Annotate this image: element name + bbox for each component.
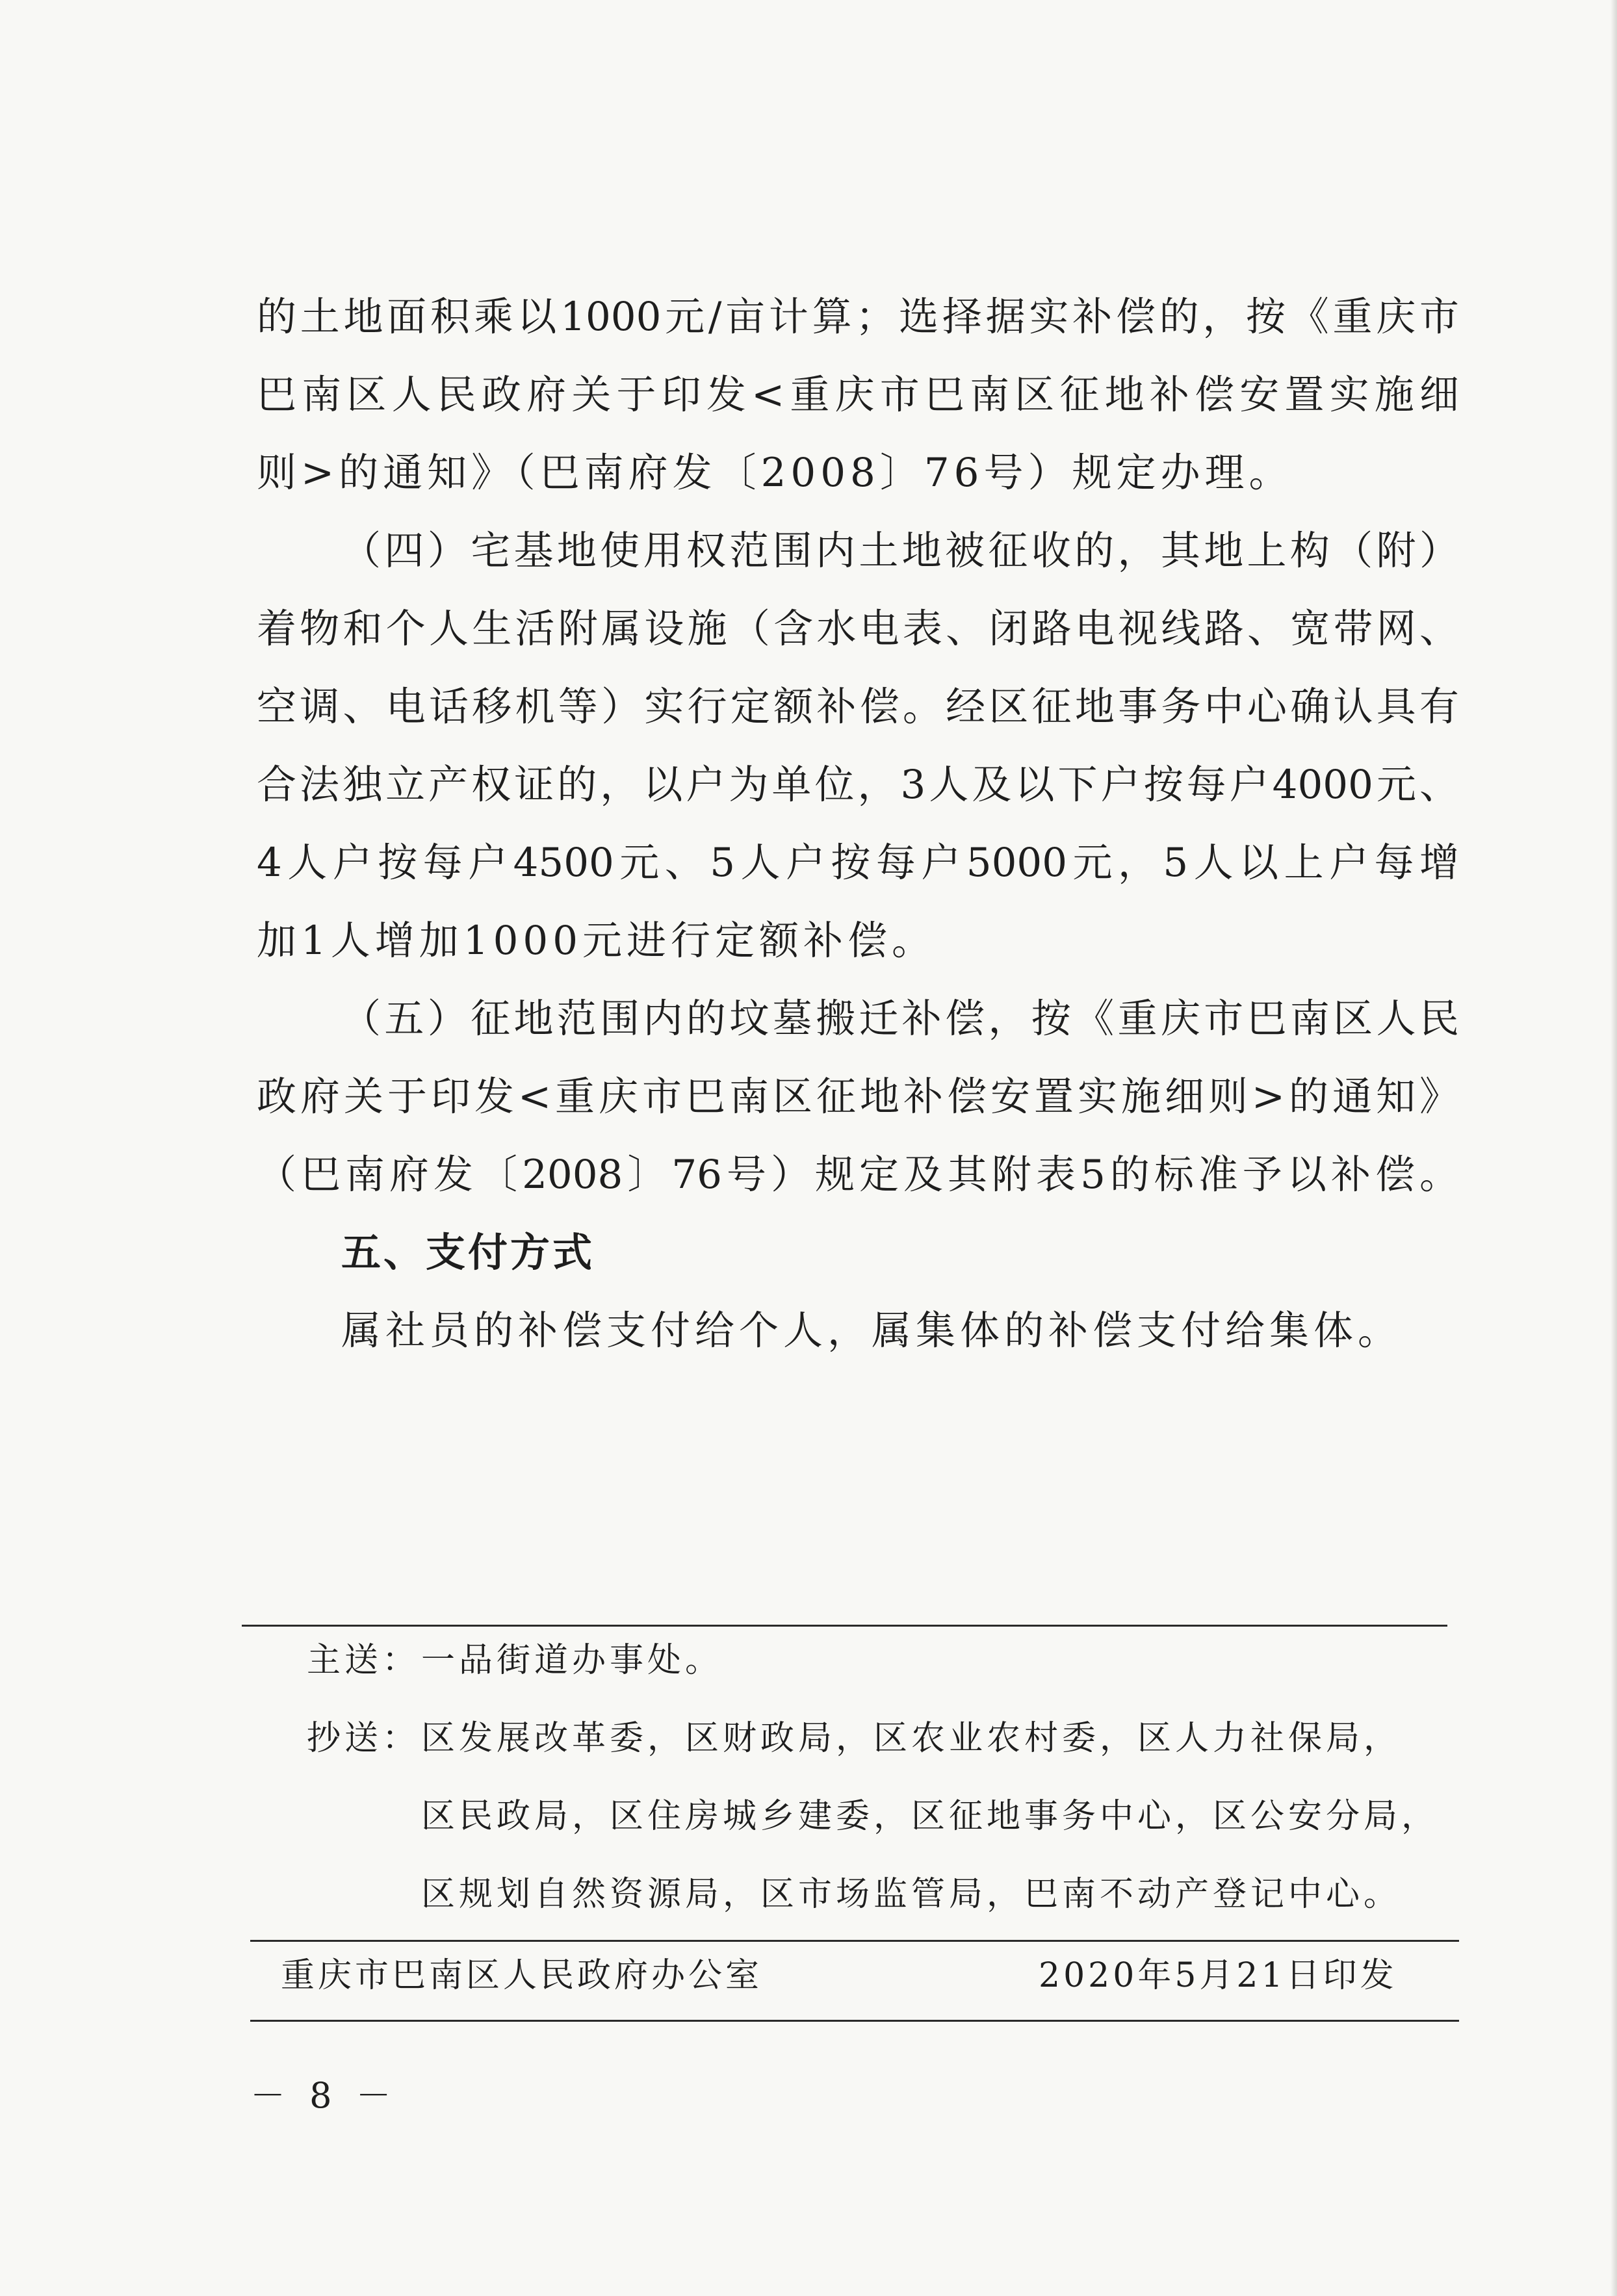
body-line-4: （四）宅基地使用权范围内土地被征收的，其地上构（附） xyxy=(341,528,1459,574)
issuer-name: 重庆市巴南区人民政府办公室 xyxy=(281,1956,763,1995)
footer-bottom-rule xyxy=(250,2020,1459,2022)
main-recipient-label: 主送： xyxy=(307,1641,420,1680)
body-line-8: 4人户按每户4500元、5人户按每户5000元，5人以上户每增 xyxy=(257,840,1459,886)
cc-line-3: 区规划自然资源局，区市场监管局，巴南不动产登记中心。 xyxy=(421,1875,1402,1914)
section-heading: 五、支付方式 xyxy=(341,1230,595,1276)
body-line-11: 政府关于印发<重庆市巴南区征地补偿安置实施细则>的通知》 xyxy=(257,1074,1459,1120)
page-number: － 8 － xyxy=(250,2075,398,2116)
body-line-12: （巴南府发〔2008〕76号）规定及其附表5的标准予以补偿。 xyxy=(257,1152,1459,1198)
scan-edge-shadow xyxy=(1611,0,1617,2296)
body-line-7: 合法独立产权证的，以户为单位，3人及以下户按每户4000元、 xyxy=(257,762,1459,808)
body-line-2: 巴南区人民政府关于印发<重庆市巴南区征地补偿安置实施细 xyxy=(257,372,1459,418)
body-line-5: 着物和个人生活附属设施（含水电表、闭路电视线路、宽带网、 xyxy=(257,606,1459,652)
main-recipient: 一品街道办事处。 xyxy=(421,1641,723,1680)
body-line-10: （五）征地范围内的坟墓搬迁补偿，按《重庆市巴南区人民 xyxy=(341,996,1459,1042)
body-line-9: 加1人增加1000元进行定额补偿。 xyxy=(257,918,937,964)
issue-date: 2020年5月21日印发 xyxy=(1039,1956,1397,1995)
body-line-1: 的土地面积乘以1000元/亩计算；选择据实补偿的，按《重庆市 xyxy=(257,294,1459,340)
cc-line-2: 区民政局，区住房城乡建委，区征地事务中心，区公安分局， xyxy=(421,1797,1440,1836)
distribution-top-rule xyxy=(242,1625,1447,1627)
cc-label: 抄送： xyxy=(307,1719,420,1758)
body-line-3: 则>的通知》（巴南府发〔2008〕76号）规定办理。 xyxy=(257,450,1293,496)
section-text: 属社员的补偿支付给个人，属集体的补偿支付给集体。 xyxy=(341,1308,1403,1354)
body-line-6: 空调、电话移机等）实行定额补偿。经区征地事务中心确认具有 xyxy=(257,684,1459,730)
cc-line-1: 区发展改革委，区财政局，区农业农村委，区人力社保局， xyxy=(421,1719,1402,1758)
footer-top-rule xyxy=(250,1940,1459,1942)
